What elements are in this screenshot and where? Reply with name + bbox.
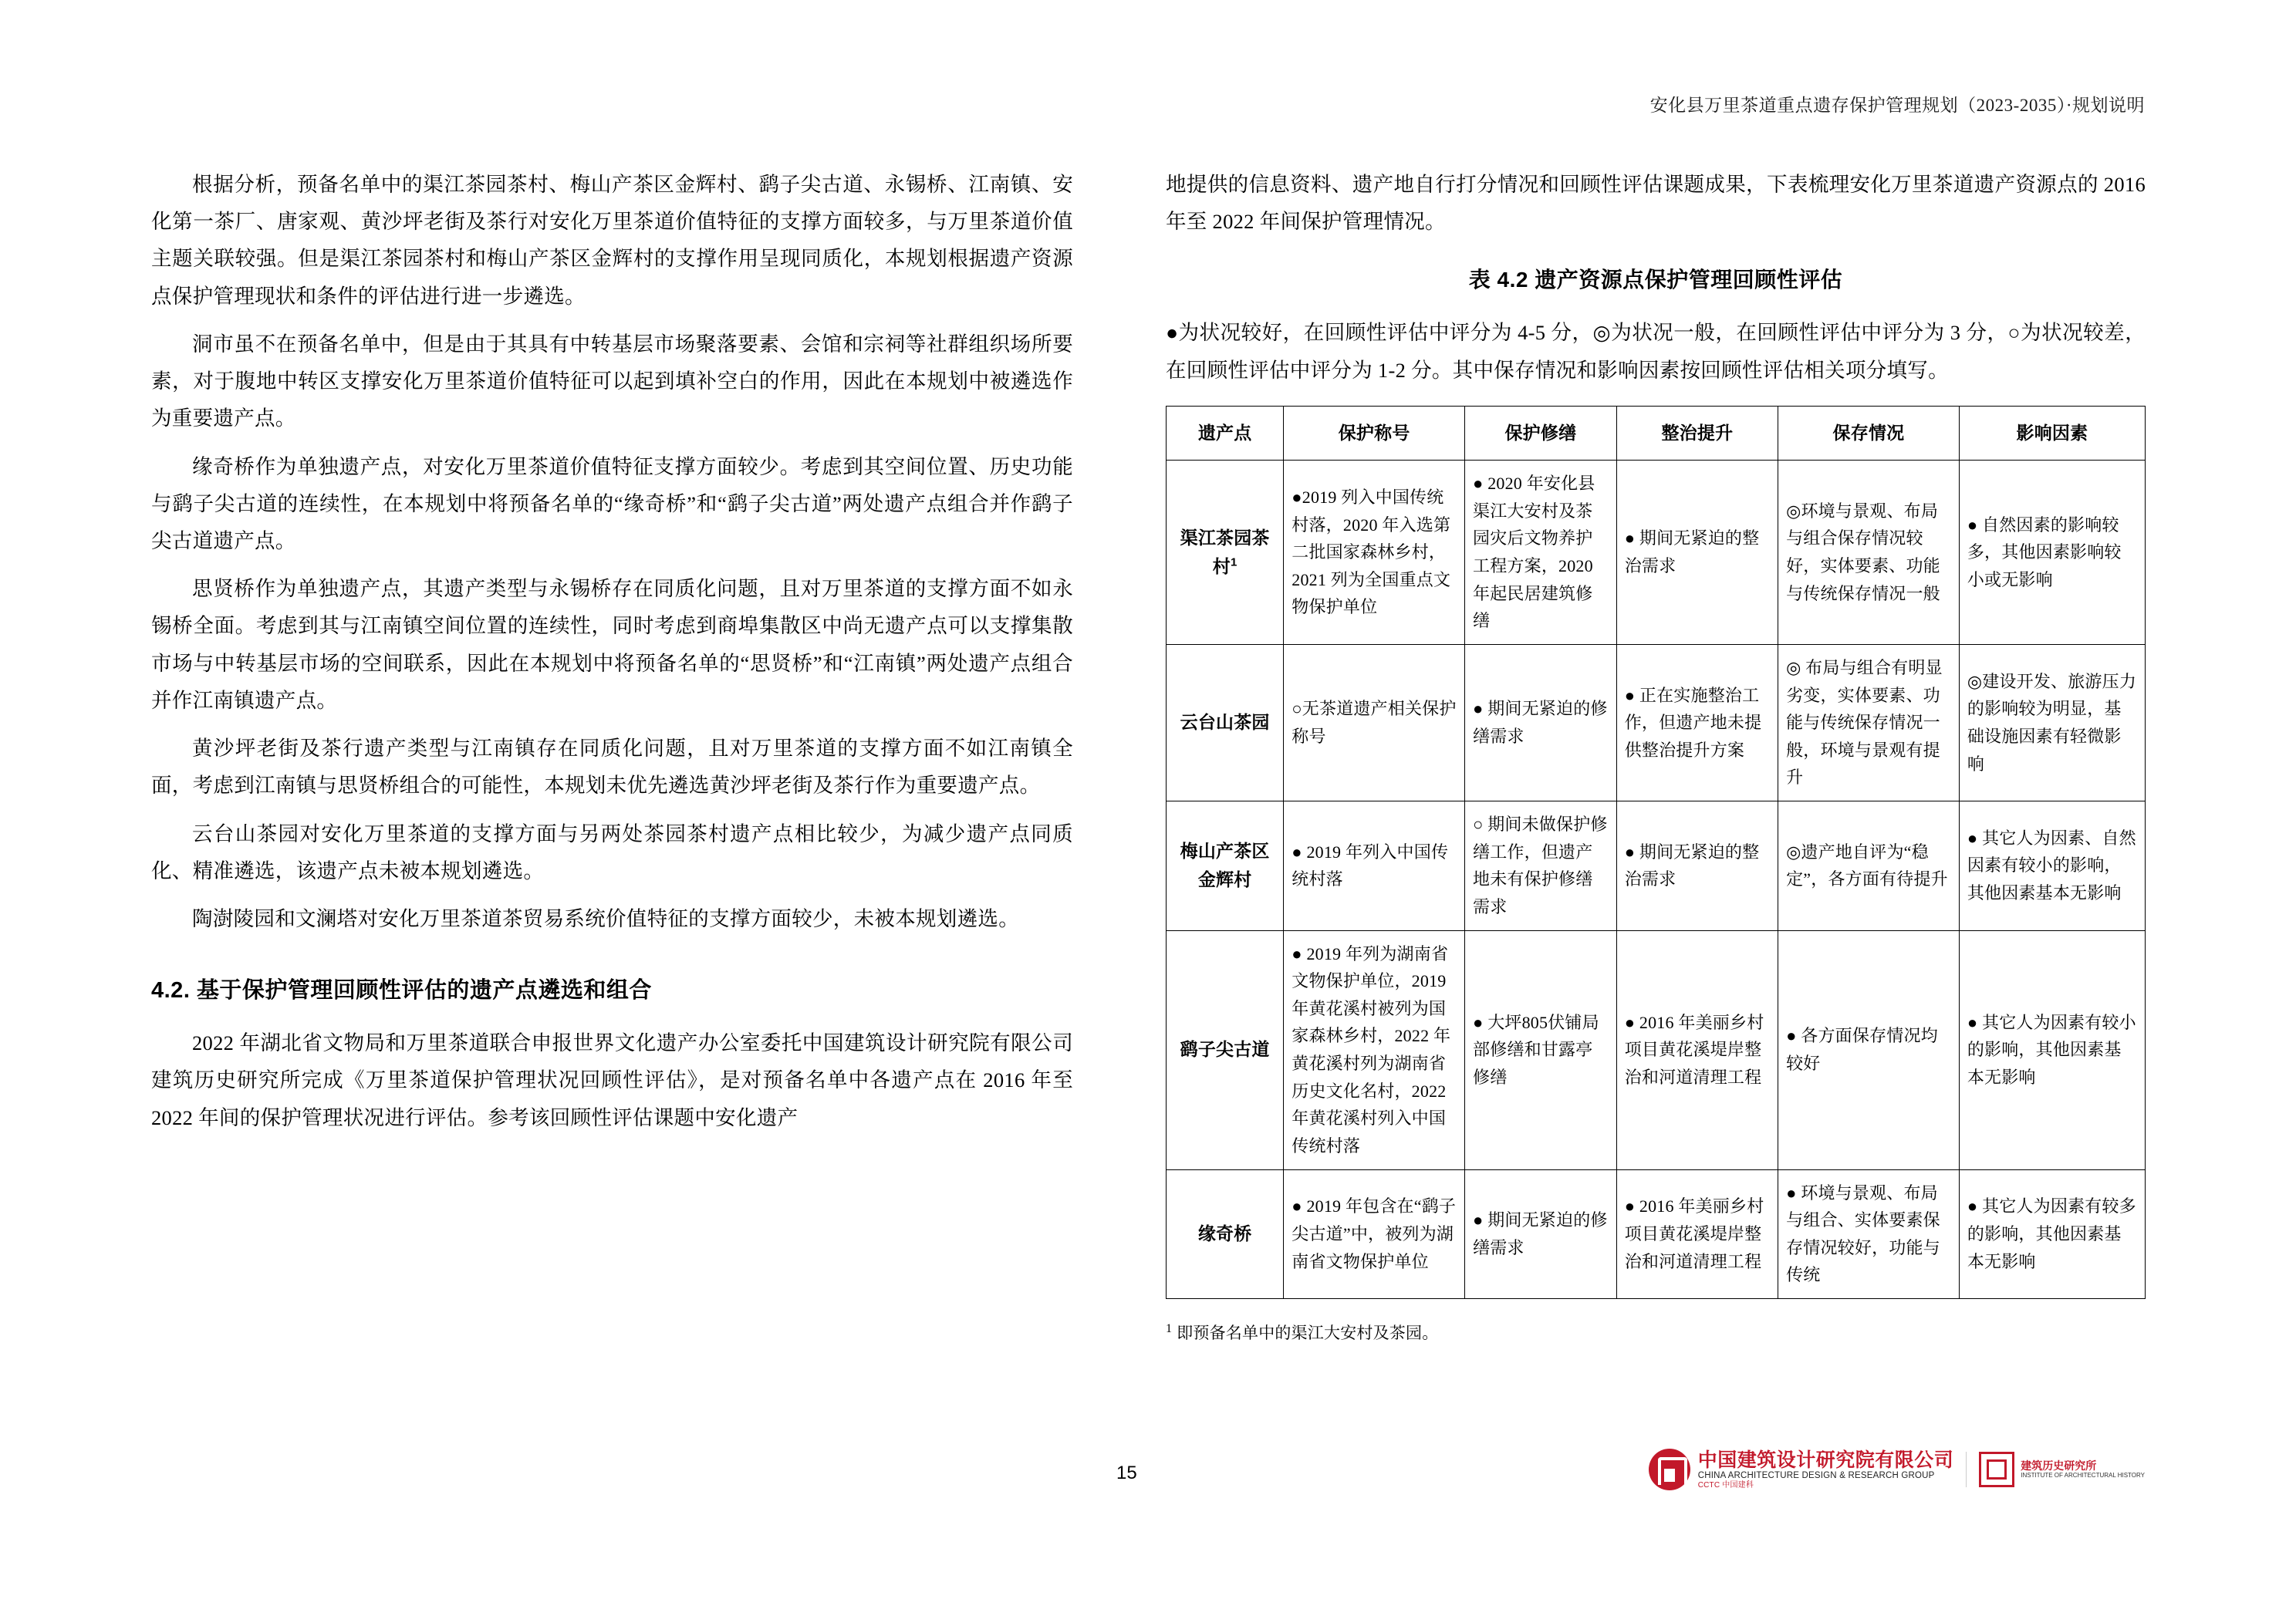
cell-protection-title: ○无茶道遗产相关保护称号 [1284, 644, 1465, 801]
company-sub-label: CCTC 中国建科 [1697, 1480, 1754, 1490]
paragraph: 根据分析，预备名单中的渠江茶园茶村、梅山产茶区金辉村、鹞子尖古道、永锡桥、江南镇、安化第一茶厂、唐家观、黄沙坪老街及茶行对安化万里茶道价值特征的支撑方面较多，与万里茶道价值主题关联较强。但是渠江茶园茶村和梅山产茶区金辉村的支撑作用呈现同质化，本规划根据遗产资源点保护管理现状和条件的评估进行进一步遴选。 [151, 173, 1073, 308]
column-header: 保存情况 [1778, 406, 1960, 460]
institute-name-cn: 建筑历史研究所 [2021, 1459, 2097, 1473]
section-heading: 4.2. 基于保护管理回顾性评估的遗产点遴选和组合 [151, 978, 652, 1004]
cell-protection-title: ● 2019 年列入中国传统村落 [1284, 801, 1465, 931]
institute-logo [1966, 1452, 2145, 1487]
building-icon [1649, 1449, 1690, 1490]
column-header: 整治提升 [1616, 406, 1778, 460]
cell-improvement: ● 2016 年美丽乡村项目黄花溪堤岸整治和河道清理工程 [1616, 1169, 1778, 1299]
cell-preservation: ◎遗产地自评为“稳定”，各方面有待提升 [1778, 801, 1960, 931]
table-row [1167, 644, 2146, 801]
table-row [1167, 461, 2146, 645]
footnote [1166, 1319, 2146, 1347]
row-heritage-name: 渠江茶园茶村$^1$ [1167, 461, 1284, 645]
column-header: 遗产点 [1167, 406, 1284, 460]
column-header: 影响因素 [1959, 406, 2145, 460]
cell-impact-factors: ● 其它人为因素、自然因素有较小的影响，其他因素基本无影响 [1959, 801, 2145, 931]
left-column [151, 166, 1073, 1347]
table-row [1167, 930, 2146, 1169]
page-number: 15 [1116, 1463, 1137, 1483]
institute-logo-text [2021, 1459, 2145, 1479]
footnote-marker: 1 [1230, 555, 1237, 569]
column-header: 保护修缮 [1465, 406, 1617, 460]
cell-protection-title: ● 2019 年包含在“鹞子尖古道”中，被列为湖南省文物保护单位 [1284, 1169, 1465, 1299]
cell-protection-title: ● 2019 年列为湖南省文物保护单位，2019 年黄花溪村被列为国家森林乡村，2022 年黄花溪村列为湖南省历史文化名村，2022 年黄花溪村列入中国传统村落 [1284, 930, 1465, 1169]
running-header: 安化县万里茶道重点遗存保护管理规划（2023-2035）·规划说明 [1649, 96, 2145, 115]
footnote-text: 即预备名单中的渠江大安村及茶园。 [1177, 1324, 1439, 1342]
company-name-cn: 中国建筑设计研究院有限公司 [1697, 1449, 1954, 1471]
company-logo [1649, 1449, 1954, 1490]
paragraph: 缘奇桥作为单独遗产点，对安化万里茶道价值特征支撑方面较少。考虑到其空间位置、历史功能与鹞子尖古道的连续性，在本规划中将预备名单的“缘奇桥”和“鹞子尖古道”两处遗产点组合并作鹞子尖古道遗产点。 [151, 454, 1073, 552]
institute-name-en: INSTITUTE OF ARCHITECTURAL HISTORY [2021, 1472, 2145, 1480]
cell-preservation: ◎ 布局与组合有明显劣变，实体要素、功能与传统保存情况一般，环境与景观有提升 [1778, 644, 1960, 801]
footer-logos [1649, 1449, 2145, 1490]
paragraph: 地提供的信息资料、遗产地自行打分情况和回顾性评估课题成果，下表梳理安化万里茶道遗产资源点的 2016 年至 2022 年间保护管理情况。 [1166, 173, 2146, 234]
company-name-en: CHINA ARCHITECTURE DESIGN & RESEARCH GROUP [1697, 1470, 1935, 1480]
paragraph: 云台山茶园对安化万里茶道的支撑方面与另两处茶园茶村遗产点相比较少，为减少遗产点同质化、精准遴选，该遗产点未被本规划遴选。 [151, 822, 1073, 882]
cell-repair: ● 期间无紧迫的修缮需求 [1465, 1169, 1617, 1299]
table-title: 表 4.2 遗产资源点保护管理回顾性评估 [1468, 268, 1843, 292]
cell-preservation: ● 环境与景观、布局与组合、实体要素保存情况较好，功能与传统 [1778, 1169, 1960, 1299]
company-logo-text [1698, 1449, 1954, 1490]
table-row [1167, 1169, 2146, 1299]
row-heritage-name: 鹞子尖古道 [1167, 930, 1284, 1169]
two-column-body [151, 166, 2145, 1347]
right-column [1166, 166, 2146, 1347]
heritage-assessment-table [1166, 406, 2146, 1299]
cell-repair: ○ 期间未做保护修缮工作，但遗产地未有保护修缮需求 [1465, 801, 1617, 931]
paragraph: 黄沙坪老街及茶行遗产类型与江南镇存在同质化问题，且对万里茶道的支撑方面不如江南镇全面，考虑到江南镇与思贤桥组合的可能性，本规划未优先遴选黄沙坪老街及茶行作为重要遗产点。 [151, 737, 1073, 798]
cell-protection-title: ●2019 列入中国传统村落，2020 年入选第二批国家森林乡村，2021 列为全国重点文物保护单位 [1284, 461, 1465, 645]
paragraph: 陶澍陵园和文澜塔对安化万里茶道茶贸易系统价值特征的支撑方面较少，未被本规划遴选。 [192, 906, 1019, 930]
cell-improvement: ● 2016 年美丽乡村项目黄花溪堤岸整治和河道清理工程 [1616, 930, 1778, 1169]
table-header-row [1167, 406, 2146, 460]
paragraph: 思贤桥作为单独遗产点，其遗产类型与永锡桥存在同质化问题，且对万里茶道的支撑方面不如永锡桥全面。考虑到其与江南镇空间位置的连续性，同时考虑到商埠集散区中尚无遗产点可以支撑集散市场与中转基层市场的空间联系，因此在本规划中将预备名单的“思贤桥”和“江南镇”两处遗产点组合并作江南镇遗产点。 [151, 577, 1073, 712]
cell-impact-factors: ◎建设开发、旅游压力的影响较为明显，基础设施因素有轻微影响 [1959, 644, 2145, 801]
cell-preservation: ◎环境与景观、布局与组合保存情况较好，实体要素、功能与传统保存情况一般 [1778, 461, 1960, 645]
cell-impact-factors: ● 其它人为因素有较多的影响，其他因素基本无影响 [1959, 1169, 2145, 1299]
table-row [1167, 801, 2146, 931]
paragraph: 2022 年湖北省文物局和万里茶道联合申报世界文化遗产办公室委托中国建筑设计研究院有限公司建筑历史研究所完成《万里茶道保护管理状况回顾性评估》，是对预备名单中各遗产点在 2016 年至 2022 年间的保护管理状况进行评估。参考该回顾性评估课题中安化遗产 [151, 1031, 1073, 1129]
cell-impact-factors: ● 自然因素的影响较多，其他因素影响较小或无影响 [1959, 461, 2145, 645]
footnote-marker: 1 [1166, 1322, 1173, 1335]
paragraph: 洞市虽不在预备名单中，但是由于其具有中转基层市场聚落要素、会馆和宗祠等社群组织场所要素，对于腹地中转区支撑安化万里茶道价值特征可以起到填补空白的作用，因此在本规划中被遴选作为重要遗产点。 [151, 332, 1073, 430]
cell-improvement: ● 期间无紧迫的整治需求 [1616, 801, 1778, 931]
cell-preservation: ● 各方面保存情况均较好 [1778, 930, 1960, 1169]
cell-improvement: ● 正在实施整治工作，但遗产地未提供整治提升方案 [1616, 644, 1778, 801]
row-heritage-name: 梅山产茶区金辉村 [1167, 801, 1284, 931]
cell-improvement: ● 期间无紧迫的整治需求 [1616, 461, 1778, 645]
cell-repair: ● 大坪805伏铺局部修缮和甘露亭修缮 [1465, 930, 1617, 1169]
square-frame-icon [1979, 1452, 2014, 1487]
row-heritage-name: 云台山茶园 [1167, 644, 1284, 801]
cell-repair: ● 2020 年安化县渠江大安村及茶园灾后文物养护工程方案，2020 年起民居建筑修缮 [1465, 461, 1617, 645]
cell-impact-factors: ● 其它人为因素有较小的影响，其他因素基本无影响 [1959, 930, 2145, 1169]
cell-repair: ● 期间无紧迫的修缮需求 [1465, 644, 1617, 801]
table-legend: ●为状况较好，在回顾性评估中评分为 4-5 分，◎为状况一般，在回顾性评估中评分为 3 分，○为状况较差，在回顾性评估中评分为 1-2 分。其中保存情况和影响因素按回顾性评估相关项分填写。 [1166, 321, 2146, 382]
column-header: 保护称号 [1284, 406, 1465, 460]
row-heritage-name: 缘奇桥 [1167, 1169, 1284, 1299]
